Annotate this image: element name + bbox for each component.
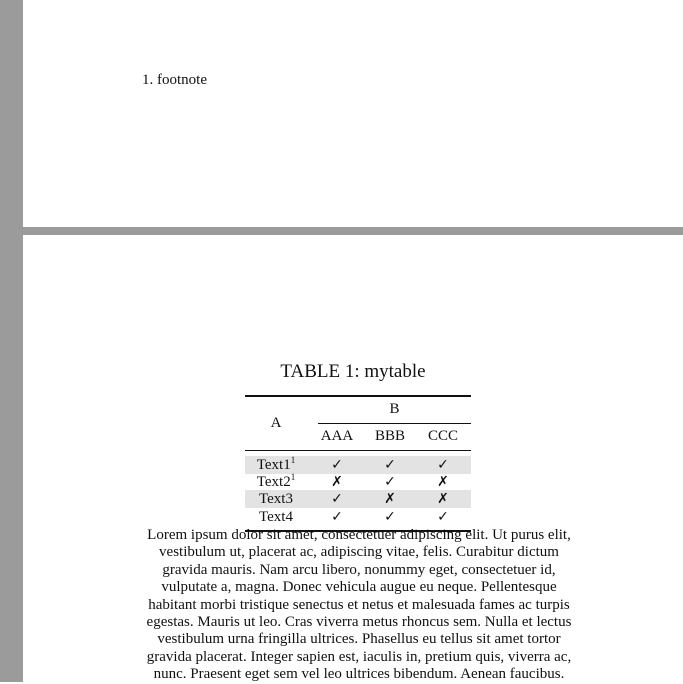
footnote-marker: 1 [290,472,296,482]
viewer-left-gutter [0,0,23,682]
body-paragraph [128,527,590,684]
footnote-text: 1. footnote [142,72,207,88]
cross-icon: ✗ [437,474,449,490]
check-icon: ✓ [384,457,396,473]
body-line: vestibulum urna fringilla ultrices. Phasellus eu tellus sit amet tortor [157,631,561,648]
check-icon: ✓ [437,457,449,473]
table-row [245,456,471,474]
subheader-bbb: BBB [374,428,405,444]
pdf-page-2 [23,235,683,682]
pdf-page-1 [23,0,683,227]
table-top-rule [245,395,471,397]
check-icon: ✓ [437,509,449,525]
table-row [245,490,471,508]
row-label: $Text2^1$ [256,472,296,490]
body-line: gravida placerat. Integer sapien est, iaculis in, pretium quis, viverra ac, [146,648,572,665]
header-a: A [270,415,282,431]
table-row [245,508,471,526]
cross-icon: ✗ [331,474,343,490]
header-b-underline [318,423,471,424]
body-line: habitant morbi tristique senectus et netus et malesuada fames ac turpis [148,596,570,613]
page-separator [23,227,683,235]
table-caption: TABLE 1: mytable [280,361,426,382]
body-line: vestibulum ut, placerat ac, adipiscing vitae, felis. Curabitur dictum [159,544,559,561]
body-line: egestas. Mauris ut leo. Cras viverra metus rhoncus sem. Nulla et lectus [146,614,572,631]
check-icon: ✓ [384,474,396,490]
table-mid-rule [245,450,471,451]
row-label: Text4 [259,509,293,525]
body-line: vulputate a, magna. Donec vehicula augue eu neque. Pellentesque [161,579,557,596]
body-line: gravida mauris. Nam arcu libero, nonummy eget, consectetuer id, [162,561,556,578]
footnote-marker: 1 [290,455,296,465]
check-icon: ✓ [384,509,396,525]
check-icon: ✓ [331,457,343,473]
row-label: $Text1^1$ [256,455,296,473]
table-row [245,473,471,491]
header-b: B [389,401,400,417]
subheader-aaa: AAA [320,428,354,444]
body-line: Lorem ipsum dolor sit amet, consectetuer adipiscing elit. Ut purus elit, [147,527,571,543]
check-icon: ✓ [331,491,343,507]
subheader-ccc: CCC [427,428,458,444]
cross-icon: ✗ [437,491,449,507]
check-icon: ✓ [331,509,343,525]
body-line: nunc. Praesent eget sem vel leo ultrices bibendum. Aenean faucibus. [153,666,565,683]
cross-icon: ✗ [384,491,396,507]
row-label: Text3 [259,491,293,507]
